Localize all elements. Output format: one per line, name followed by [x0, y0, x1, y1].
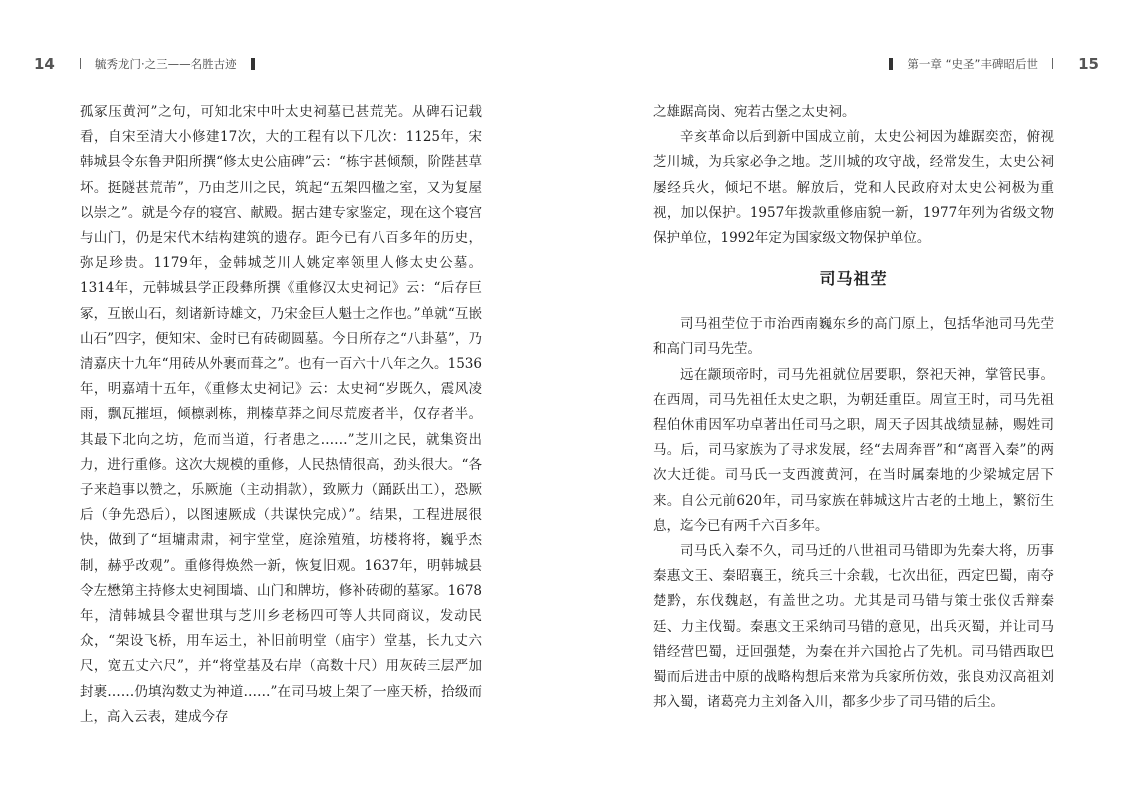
- block-marker: [251, 58, 255, 70]
- paragraph: 司马祖茔位于市治西南巍东乡的高门原上，包括华池司马先茔和高门司马先茔。: [653, 316, 1054, 358]
- paragraph: 之雄踞高岗、宛若古堡之太史祠。: [653, 104, 856, 120]
- paragraph: 孤冢压黄河”之句，可知北宋中叶太史祠墓已甚荒芜。从碑石记载看，自宋至清大小修建17次，大的工程有以下几次：1125年，宋韩城县令东鲁尹阳所撰“修太史公庙碑”云：“栋宇甚倾颓，阶陛甚草坏。挺隧甚荒芾”，乃由芝川之民，筑起“五架四楹之室，又为复屋以崇之”。就是今存的寝宫、献殿。据古建专家鉴定，现在这个寝宫与山门，仍是宋代木结构建筑的遗存。距今已有八百多年的历史，弥足珍贵。1179年，金韩城芝川人姚定率领里人修太史公墓。1314年，元韩城县学正段彝所撰《重修汉太史祠记》云：“后存巨冢，互嵌山石，刻诸新诗雄文，乃宋金巨人魁士之作也。”单就“互嵌山石”四字，便知宋、金时已有砖砌圆墓。今日所存之“八卦墓”，乃清嘉庆十九年“用砖从外裹而葺之”。也有一百六十八年之久。1536年，明嘉靖十五年，《重修太史祠记》云：太史祠“岁既久，震风凌雨，飘瓦摧垣，倾檩剥栋，荆榛草莽之间尽荒废者半，仅存者半。其最下北向之坊，危而当道，行者患之……”芝川之民，就集资出力，进行重修。这次大规模的重修，人民热情很高，劲头很大。“各子来趋事以赞之，乐厥施（主动捐款），致厥力（踊跃出工），恐厥后（争先恐后），以图速厥成（共谋快完成）”。结果，工程进展很快，做到了“垣墉肃肃，祠宇堂堂，庭涂殖殖，坊楼将将，巍乎杰制，赫乎改观”。重修得焕然一新，恢复旧观。1637年，明韩城县令左懋第主持修太史祠围墙、山门和牌坊，修补砖砌的墓冢。1678年，清韩城县令翟世琪与芝川乡老杨四可等人共同商议，发动民众，“架设飞桥，用车运土，补旧前明堂（庙宇）堂基，长九丈六尺，宽五丈六尺”，并“将堂基及右岸（高数十尺）用灰砖三层严加封裹……仍填沟数丈为神道……”在司马坡上架了一座天桥，拾级而上，高入云表，建成今存: [80, 104, 482, 725]
- block-marker: [889, 58, 893, 70]
- section-title: 司马祖茔: [819, 269, 888, 289]
- left-page: [0, 0, 566, 799]
- paragraph: 司马氏入秦不久，司马迁的八世祖司马错即为先秦大将，历事秦惠文王、秦昭襄王，统兵三十余载，七次出征，西定巴蜀，南夺楚黔，东伐魏赵，有盖世之功。尤其是司马错与策士张仪舌辩秦廷、力主伐蜀。秦惠文王采纳司马错的意见，出兵灭蜀，并让司马错经营巴蜀，迂回强楚，为秦在并六国抢占了先机。司马错西取巴蜀而后进击中原的战略构想后来常为兵家所仿效，张良劝汉高祖刘邦入蜀，诸葛亮力主刘备入川，都多少步了司马错的后尘。: [653, 543, 1054, 711]
- page-number-right: 15: [1078, 55, 1099, 73]
- page-number-left: 14: [34, 55, 55, 73]
- running-head-right: [889, 56, 1053, 72]
- separator-bar: [1052, 58, 1053, 69]
- running-head-right-text: 第一章 “史圣”丰碑昭后世: [907, 57, 1038, 71]
- separator-bar: [80, 58, 81, 69]
- right-page: [566, 0, 1133, 799]
- running-head-left: [80, 56, 255, 72]
- running-head-left-text: 毓秀龙门·之三——名胜古迹: [95, 57, 237, 71]
- paragraph: 远在颛顼帝时，司马先祖就位居要职，祭祀天神，掌管民事。在西周，司马先祖任太史之职，为朝廷重臣。周宣王时，司马先祖程伯休甫因军功卓著出任司马之职，周天子因其战绩显赫，赐姓司马。后，司马家族为了寻求发展，经“去周奔晋”和“离晋入秦”的两次大迁徙。司马氏一支西渡黄河，在当时属秦地的少梁城定居下来。自公元前620年，司马家族在韩城这片古老的土地上，繁衍生息，迄今已有两千六百多年。: [653, 366, 1054, 534]
- left-body-text: [80, 100, 482, 730]
- paragraph: 辛亥革命以后到新中国成立前，太史公祠因为雄踞奕峦，俯视芝川城，为兵家必争之地。芝川城的攻守战，经常发生，太史公祠屡经兵火，倾圮不堪。解放后，党和人民政府对太史公祠极为重视，加以保护。1957年拨款重修庙貌一新，1977年列为省级文物保护单位，1992年定为国家级文物保护单位。: [653, 129, 1054, 247]
- right-body-text: [653, 100, 1054, 715]
